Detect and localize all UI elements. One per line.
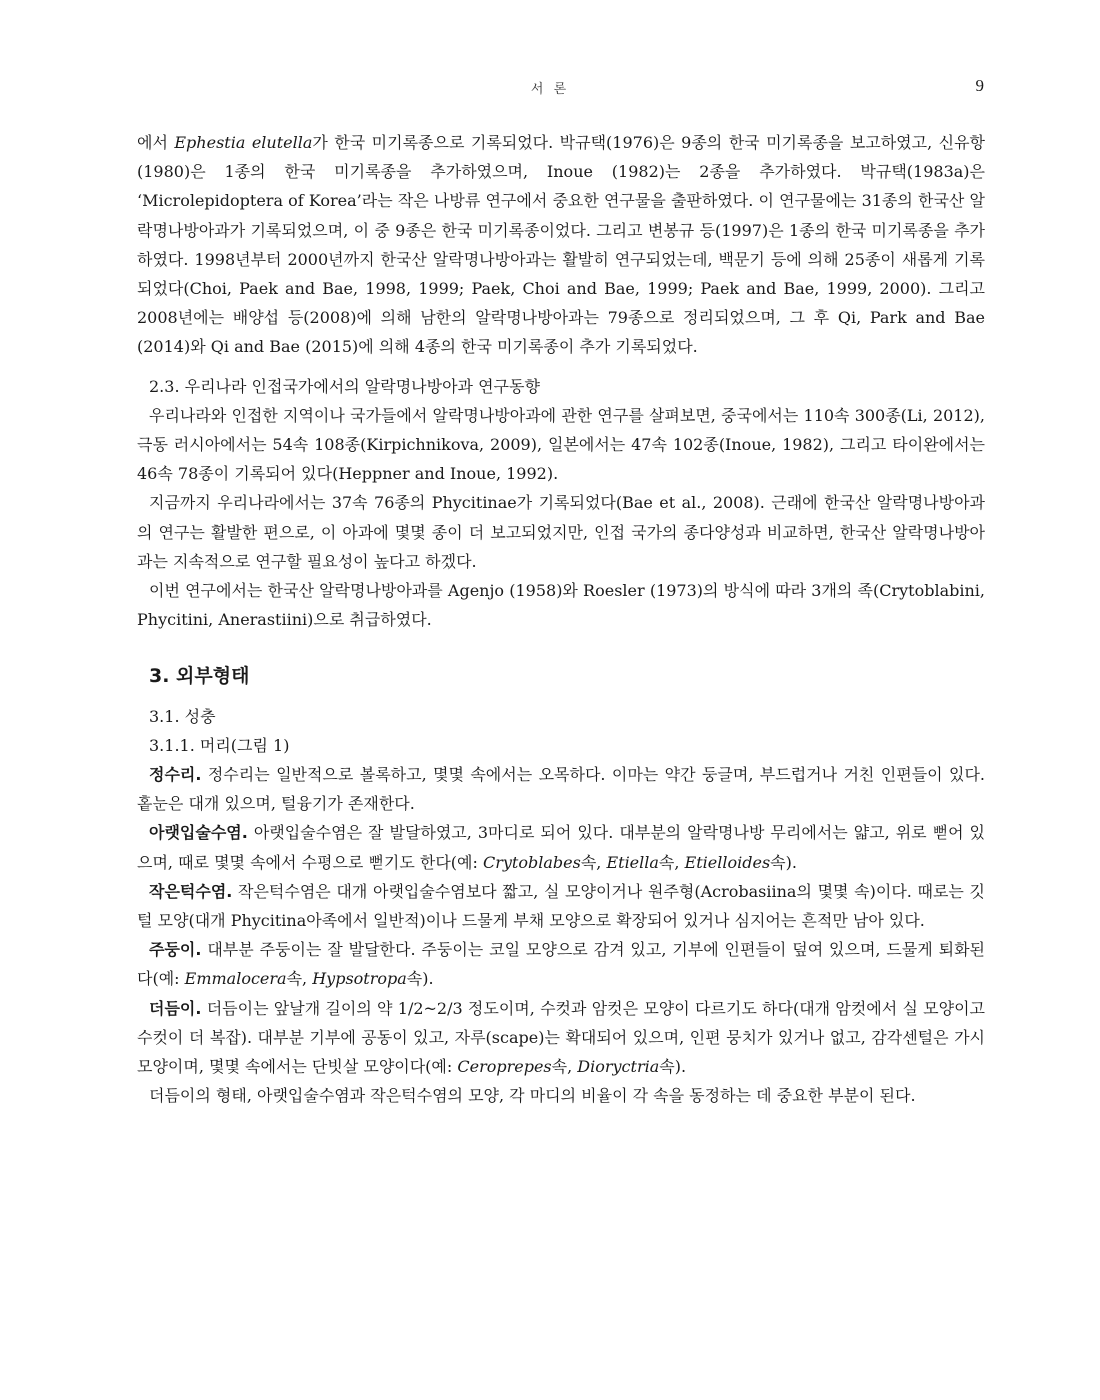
term-label: 더듬이. [149, 998, 202, 1018]
running-head: 서 론 [530, 82, 570, 97]
genus-name: Dioryctria [577, 1057, 660, 1077]
paragraph-maxillary-palpus [137, 877, 985, 935]
genus-name: Emmalocera [184, 969, 287, 989]
paragraph-proboscis [137, 935, 985, 993]
paragraph-neighbors: 우리나라와 인접한 지역이나 국가들에서 알락명나방아과에 관한 연구를 살펴보면, 중국에서는 110속 300종(Li, 2012), 극동 러시아에서는 54속 108종(Kirpichnikova, 2009), 일본에서는 47속 102종(Inoue, 1982), 그리고 타이완에서는 46속 78종이 기록되어 있다(Heppner and Inoue, 1992). [137, 405, 985, 484]
subsection-heading-3-1: 3.1. 성충 [149, 706, 216, 726]
text-run: 속). [659, 1057, 687, 1077]
genus-name: Crytoblabes [483, 852, 581, 872]
text-run: 정수리는 일반적으로 볼록하고, 몇몇 속에서는 오목하다. 이마는 약간 둥글며, 부드럽거나 거친 인편들이 있다. 홑눈은 대개 있으며, 털융기가 존재한다. [137, 765, 985, 814]
paragraph-korea-status: 지금까지 우리나라에서는 37속 76종의 Phycitinae가 기록되었다(Bae et al., 2008). 근래에 한국산 알락명나방아과의 연구는 활발한 편으로, 이 아과에 몇몇 종이 더 보고되었지만, 인접 국가의 종다양성과 비교하면, 한국산 알락명나방아과는 지속적으로 연구할 필요성이 높다고 하겠다. [137, 493, 985, 571]
page-number: 9 [975, 76, 984, 95]
text-run: 속). [770, 852, 797, 872]
section-heading-3: 3. 외부형태 [149, 665, 250, 688]
genus-name: Etiella [606, 852, 659, 872]
paragraph-labial-palpus [137, 818, 985, 876]
term-label: 주둥이. [149, 940, 202, 960]
text-run: 아랫입술수염은 잘 발달하였고, 3마디로 되어 있다. 대부분의 알락명나방 무리에서는 얇고, 위로 뻗어 있으며, 때로 몇몇 속에서 수평으로 뻗기도 한다(예: [137, 823, 985, 872]
text-run: 작은턱수염은 대개 아랫입술수염보다 짧고, 실 모양이거나 원주형(Acrobasiina의 몇몇 속)이다. 때로는 깃털 모양(대개 Phycitina아족에서 일반적)이나 드물게 부채 모양으로 확장되어 있거나 심지어는 흔적만 남아 있다. [137, 881, 985, 931]
term-label: 정수리. [149, 765, 202, 785]
text-run: 가 한국 미기록종으로 기록되었다. 박규택(1976)은 9종의 한국 미기록종을 보고하였고, 신유항(1980)은 1종의 한국 미기록종을 추가하였으며, Inoue (1982)는 2종을 추가하였다. 박규택(1983a)은 ‘Microlepidoptera of Korea’라는 작은 나방류 연구에서 중요한 연구물을 출판하였다. 이 연구물에는 31종의 한국산 알락명나방아과가 기록되었으며, 이 중 9종은 한국 미기록종이었다. 그리고 변봉규 등(1997)은 1종의 한국 미기록종을 추가하였다. 1998년부터 2000년까지 한국산 알락명나방아과는 활발히 연구되었는데, 백문기 등에 의해 25종이 새롭게 기록되었다(Choi, Paek and Bae, 1998, 1999; Paek, Choi and Bae, 1999; Paek and Bae, 1999, 2000). 그리고 2008년에는 배양섭 등(2008)에 의해 남한의 알락명나방아과는 79종으로 정리되었으며, 그 후 Qi, Park and Bae (2014)와 Qi and Bae (2015)에 의해 4종의 한국 미기록종이 추가 기록되었다. [137, 133, 986, 357]
genus-name: Ceroprepes [457, 1057, 552, 1077]
subsection-heading-2-3: 2.3. 우리나라 인접국가에서의 알락명나방아과 연구동향 [149, 376, 540, 396]
paragraph-classification: 이번 연구에서는 한국산 알락명나방아과를 Agenjo (1958)와 Roesler (1973)의 방식에 따라 3개의 족(Crytoblabini, Phycitini, Anerastiini)으로 취급하였다. [137, 581, 985, 630]
paragraph-antenna [137, 994, 985, 1082]
paragraph-history [137, 128, 985, 362]
body-text [137, 128, 985, 1111]
text-run: 에서 [137, 133, 175, 152]
paragraph-vertex [137, 760, 985, 818]
text-run: 대부분 주둥이는 잘 발달한다. 주둥이는 코일 모양으로 감겨 있고, 기부에 인편들이 덮여 있으며, 드물게 퇴화된다(예: [137, 940, 985, 989]
term-label: 작은턱수염. [149, 881, 233, 901]
genus-name: Etielloides [684, 852, 771, 872]
species-name: Ephestia elutella [174, 133, 313, 152]
text-run: 속, [580, 852, 607, 872]
genus-name: Hypsotropa [312, 969, 407, 989]
text-run: 속, [286, 969, 313, 989]
text-run: 속, [551, 1057, 578, 1077]
text-run: 속). [406, 969, 434, 989]
paragraph-summary: 더듬이의 형태, 아랫입술수염과 작은턱수염의 모양, 각 마디의 비율이 각 속을 동정하는 데 중요한 부분이 된다. [149, 1086, 916, 1106]
text-run: 더듬이는 앞날개 길이의 약 1/2~2/3 정도이며, 수컷과 암컷은 모양이 다르기도 하다(대개 암컷에서 실 모양이고 수컷이 더 복잡). 대부분 기부에 공동이 있고, 자루(scape)는 확대되어 있으며, 인편 뭉치가 있거나 없고, 감각센털은 가시 모양이며, 몇몇 속에서는 단빗살 모양이다(예: [137, 998, 985, 1077]
term-label: 아랫입술수염. [149, 823, 248, 843]
subsection-heading-3-1-1: 3.1.1. 머리(그림 1) [149, 735, 290, 755]
text-run: 속, [658, 852, 685, 872]
